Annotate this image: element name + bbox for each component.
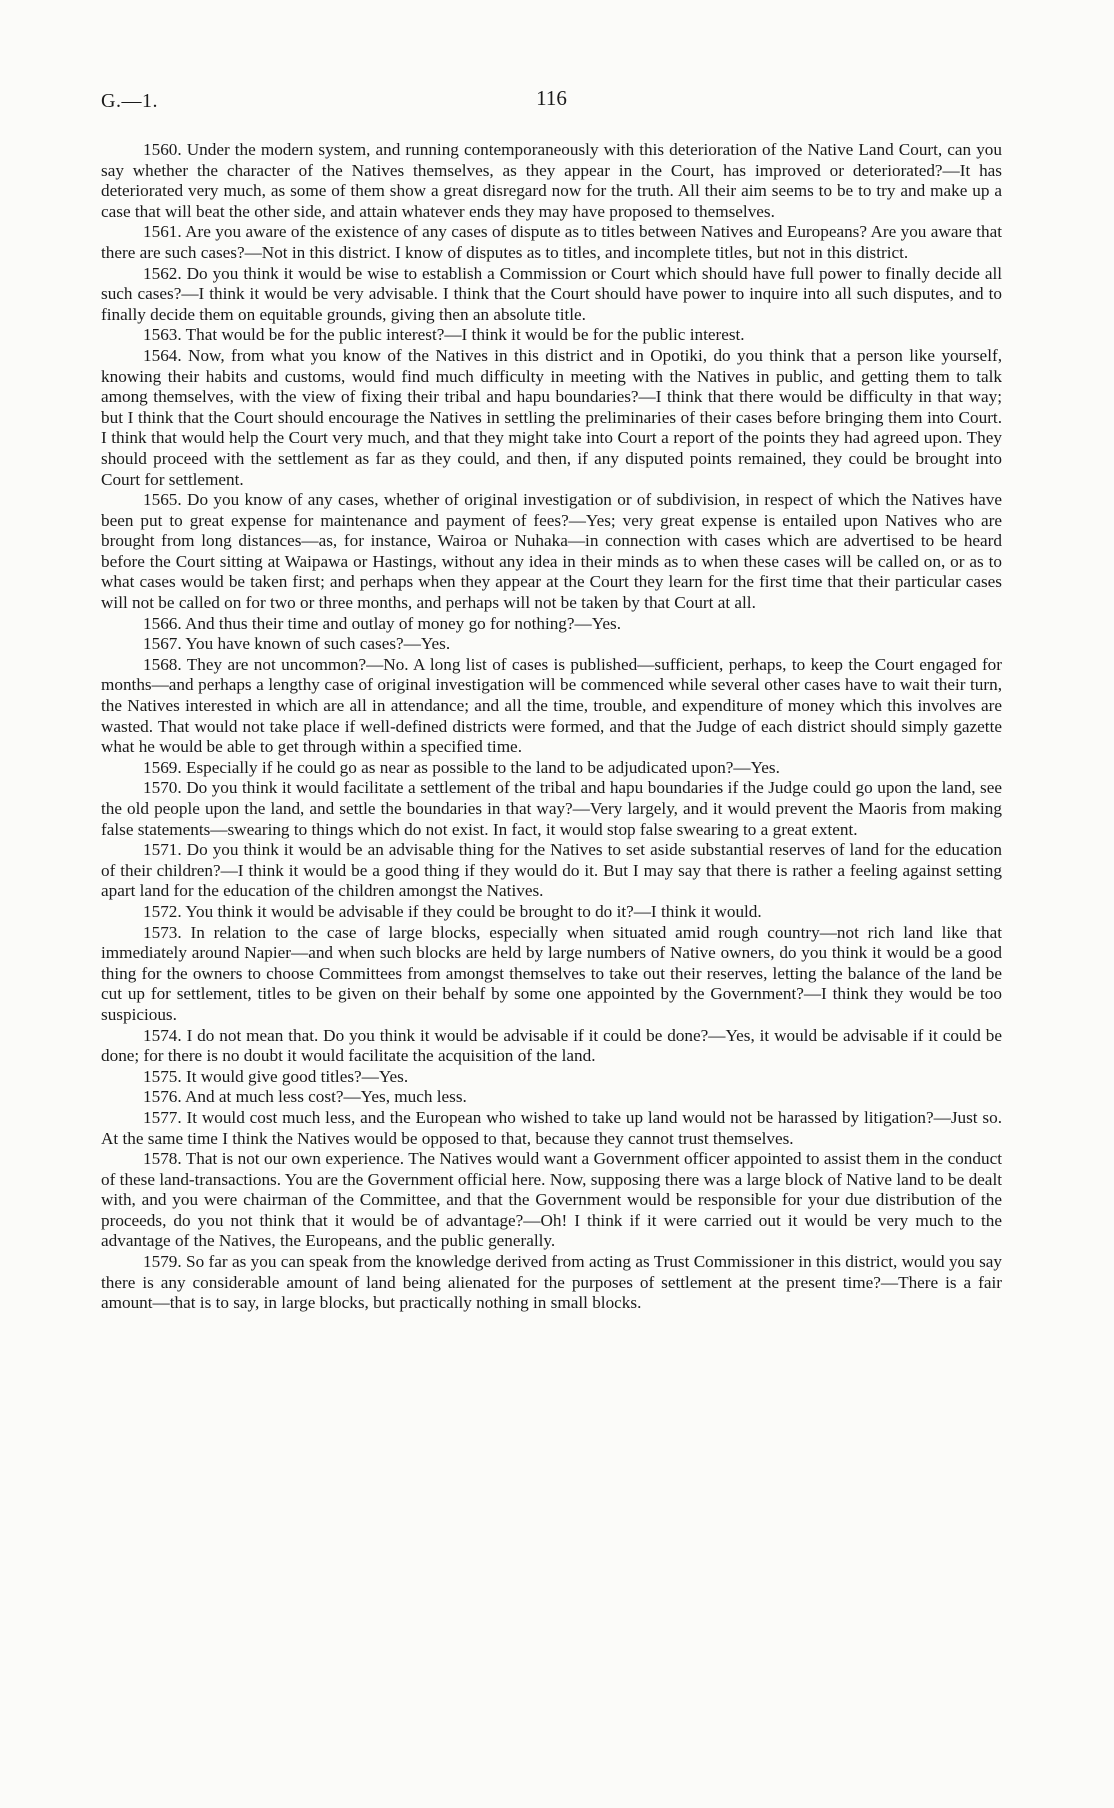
paragraph-1578: 1578. That is not our own experience. The Natives would want a Government officer appointed to assist them in the conduct of these land-transactions. You are the Government official here. Now, supposing there was a large block of Native land to be dealt with, and you were chairman of the Committee, and that the Government would be responsible for your due distribution of the proceeds, do you not think that it would be of advantage?—Oh! I think if it were carried out it would be very much to the advantage of the Natives, the Europeans, and the public generally. — [101, 1149, 1002, 1251]
paragraph-1569: 1569. Especially if he could go as near as possible to the land to be adjudicated upon?—Yes. — [143, 757, 780, 777]
paragraph-1571: 1571. Do you think it would be an advisable thing for the Natives to set aside substantial reserves of land for the education of their children?—I think it would be a good thing if they would do it. But I may say that there is rather a feeling against setting apart land for the education of the children amongst the Natives. — [101, 840, 1002, 901]
paragraph-1579: 1579. So far as you can speak from the knowledge derived from acting as Trust Commissioner in this district, would you say there is any considerable amount of land being alienated for the purposes of settlement at the present time?—There is a fair amount—that is to say, in large blocks, but practically nothing in small blocks. — [101, 1252, 1002, 1313]
paragraph-1561: 1561. Are you aware of the existence of any cases of dispute as to titles between Natives and Europeans? Are you aware that there are such cases?—Not in this district. I know of disputes as to titles, and incomplete titles, but not in this district. — [101, 222, 1002, 262]
paragraph-1567: 1567. You have known of such cases?—Yes. — [143, 634, 451, 654]
paragraph-1562: 1562. Do you think it would be wise to establish a Commission or Court which should have full power to finally decide all such cases?—I think it would be very advisable. I think that the Court should have power to inquire into all such disputes, and to finally decide them on equitable grounds, giving then an absolute title. — [101, 263, 1002, 324]
paragraph-1577: 1577. It would cost much less, and the European who wished to take up land would not be harassed by litigation?—Just so. At the same time I think the Natives would be opposed to that, because they cannot trust themselves. — [101, 1107, 1002, 1148]
page-number: 116 — [536, 86, 567, 110]
paragraph-1566: 1566. And thus their time and outlay of money go for nothing?—Yes. — [143, 613, 622, 633]
paragraph-1565: 1565. Do you know of any cases, whether of original investigation or of subdivision, in respect of which the Natives have been put to great expense for maintenance and payment of fees?—Yes; very great expense is entailed upon Natives who are brought from long distances—as, for instance, Wairoa or Nuhaka—in connection with cases which are advertised to be heard before the Court sitting at Waipawa or Hastings, without any idea in their minds as to when these cases will be called on, or as to what cases would be taken first; and perhaps when they appear at the Court they learn for the first time that their particular cases will not be called on for two or three months, and perhaps will not be taken by that Court at all. — [101, 490, 1002, 613]
paragraph-1560: 1560. Under the modern system, and running contemporaneously with this deterioration of the Native Land Court, can you say whether the character of the Natives themselves, as they appear in the Court, has improved or deteriorated?—It has deteriorated very much, as some of them show a great disregard now for the truth. All their aim seems to be to try and make up a case that will beat the other side, and attain whatever ends they may have proposed to themselves. — [101, 140, 1002, 221]
paragraph-1563: 1563. That would be for the public interest?—I think it would be for the public interest. — [143, 325, 745, 345]
paragraph-1574: 1574. I do not mean that. Do you think it would be advisable if it could be done?—Yes, it would be advisable if it could be done; for there is no doubt it would facilitate the acquisition of the land. — [101, 1025, 1002, 1066]
paragraph-1575: 1575. It would give good titles?—Yes. — [143, 1066, 409, 1086]
paragraph-1568: 1568. They are not uncommon?—No. A long list of cases is published—sufficient, perhaps, to keep the Court engaged for months—and perhaps a lengthy case of original investigation will be commenced while several other cases have to wait their turn, the Natives interested in which are all in attendance; and all the time, trouble, and expenditure of money which this involves are wasted. That would not take place if well-defined districts were formed, and that the Judge of each district should simply gazette what he would be able to get through within a specified time. — [101, 654, 1002, 757]
paragraph-1572: 1572. You think it would be advisable if they could be brought to do it?—I think it would. — [143, 901, 762, 921]
paragraph-1564: 1564. Now, from what you know of the Natives in this district and in Opotiki, do you think that a person like yourself, knowing their habits and customs, would find much difficulty in meeting with the Natives in public, and getting them to talk among themselves, with the view of fixing their tribal and hapu boundaries?—I think that there would be difficulty in that way; but I think that the Court should encourage the Natives in settling the preliminaries of their cases before bringing them into Court. I think that would help the Court very much, and that they might take into Court a report of the points they had agreed upon. They should proceed with the settlement as far as they could, and then, if any disputed points remained, they could be brought into Court for settlement. — [101, 345, 1002, 489]
paragraph-1570: 1570. Do you think it would facilitate a settlement of the tribal and hapu boundaries if the Judge could go upon the land, see the old people upon the land, and settle the boundaries in that way?—Very largely, and it would prevent the Maoris from making false statements—swearing to things which do not exist. In fact, it would stop false swearing to a great extent. — [101, 778, 1002, 839]
document-body — [101, 140, 1002, 1314]
parliamentary-paper-reference: G.—1. — [101, 90, 158, 112]
page-header — [101, 0, 1002, 140]
paragraph-1576: 1576. And at much less cost?—Yes, much less. — [143, 1087, 467, 1107]
paragraph-1573: 1573. In relation to the case of large blocks, especially when situated amid rough country—not rich land like that immediately around Napier—and when such blocks are held by large numbers of Native owners, do you think it would be a good thing for the owners to choose Committees from amongst themselves to take out their reserves, letting the balance of the land be cut up for settlement, titles to be given on their behalf by some one appointed by the Government?—I think they would be too suspicious. — [101, 922, 1002, 1024]
